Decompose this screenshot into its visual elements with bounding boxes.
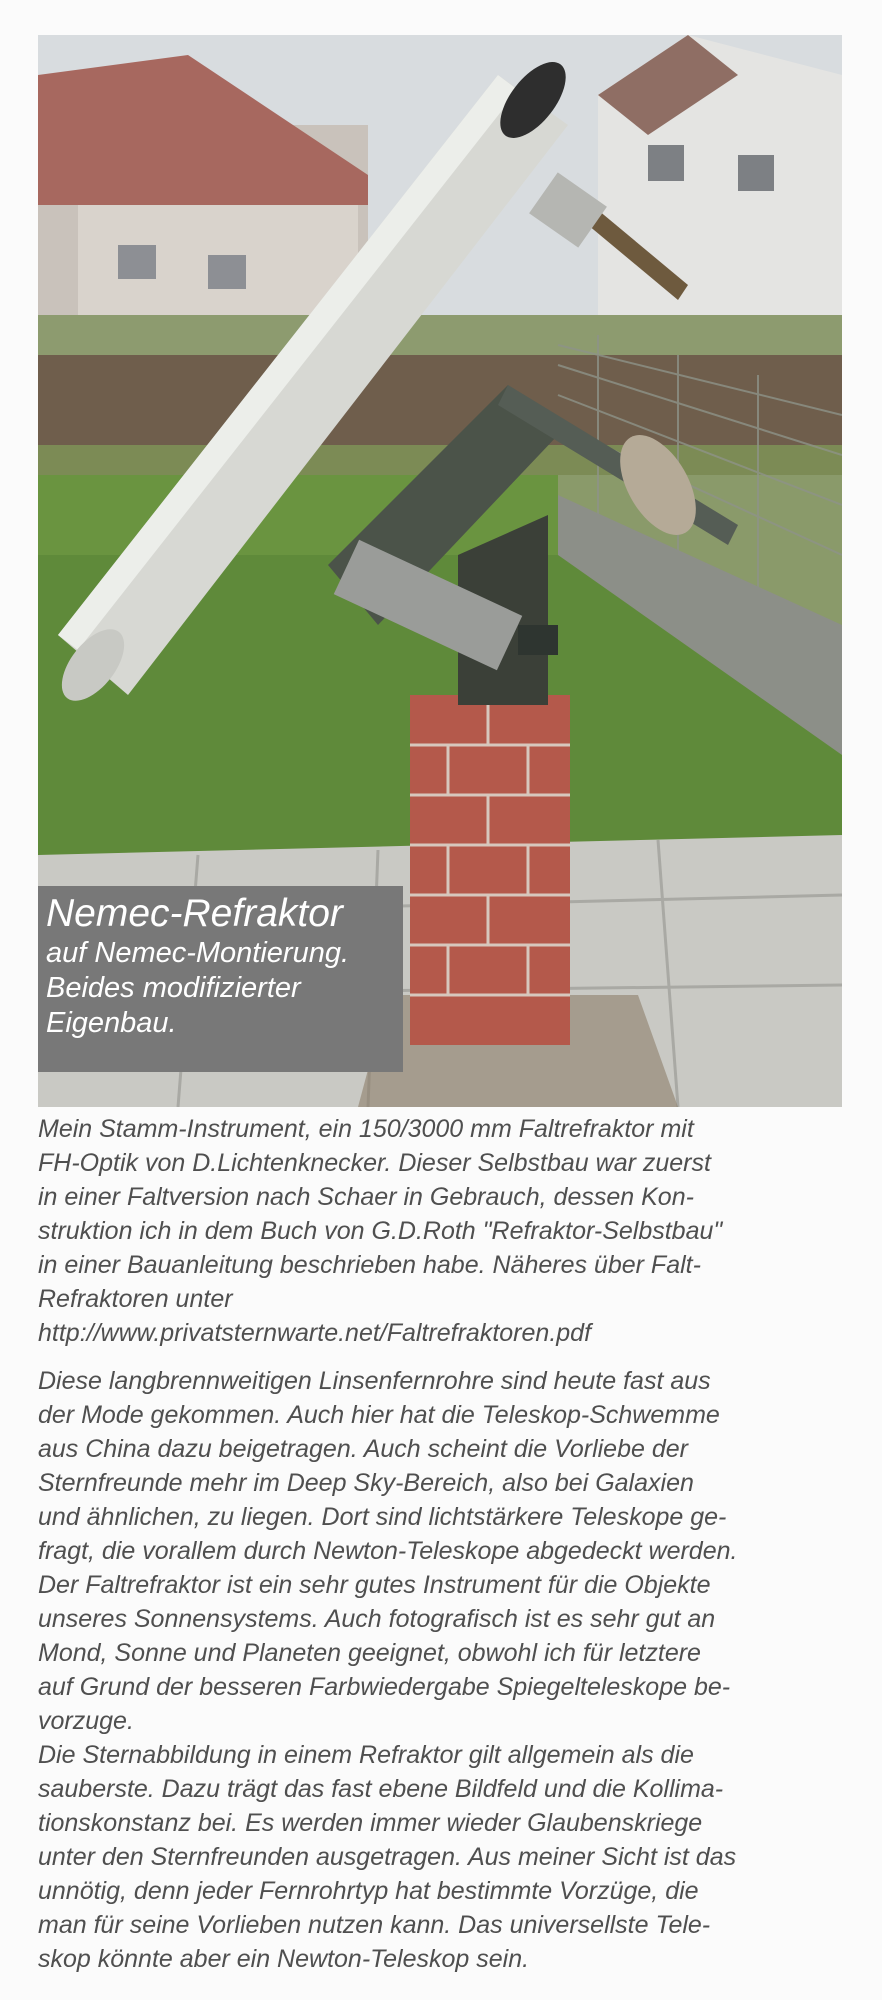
text-line: skop könnte aber ein Newton-Teleskop sein. <box>38 1945 530 1973</box>
text-line: Mein Stamm-Instrument, ein 150/3000 mm Faltrefraktor mit <box>38 1115 694 1143</box>
caption-title: Nemec-Refraktor <box>46 892 343 935</box>
body-paragraph <box>38 1364 858 1976</box>
text-line: Sternfreunde mehr im Deep Sky-Bereich, also bei Galaxien <box>38 1469 694 1497</box>
text-line: unnötig, denn jeder Fernrohrtyp hat bestimmte Vorzüge, die <box>38 1877 699 1905</box>
text-line: in einer Bauanleitung beschrieben habe. Näheres über Falt- <box>38 1251 701 1279</box>
text-line: Der Faltrefraktor ist ein sehr gutes Instrument für die Objekte <box>38 1571 711 1599</box>
caption-line: Eigenbau. <box>46 1007 177 1039</box>
text-line: sauberste. Dazu trägt das fast ebene Bildfeld und die Kollima- <box>38 1775 724 1803</box>
caption-line: auf Nemec-Montierung. <box>46 937 350 969</box>
text-line: fragt, die vorallem durch Newton-Teleskope abgedeckt werden. <box>38 1537 738 1565</box>
text-line: Die Sternabbildung in einem Refraktor gilt allgemein als die <box>38 1741 694 1769</box>
text-line: struktion ich in dem Buch von G.D.Roth "Refraktor-Selbstbau" <box>38 1217 723 1245</box>
text-line: tionskonstanz bei. Es werden immer wieder Glaubenskriege <box>38 1809 703 1837</box>
pdf-link[interactable]: http://www.privatsternwarte.net/Faltrefraktoren.pdf <box>38 1319 592 1347</box>
caption-line: Beides modifizierter <box>46 972 301 1004</box>
text-line: Diese langbrennweitigen Linsenfernrohre sind heute fast aus <box>38 1367 711 1395</box>
text-line: vorzuge. <box>38 1707 134 1735</box>
text-line: aus China dazu beigetragen. Auch scheint die Vorliebe der <box>38 1435 688 1463</box>
text-line: der Mode gekommen. Auch hier hat die Teleskop-Schwemme <box>38 1401 720 1429</box>
text-line: unter den Sternfreunden ausgetragen. Aus meiner Sicht ist das <box>38 1843 737 1871</box>
photo-caption <box>38 886 403 1072</box>
intro-paragraph <box>38 1112 858 1350</box>
text-line: Mond, Sonne und Planeten geeignet, obwohl ich für letztere <box>38 1639 701 1667</box>
text-line: auf Grund der besseren Farbwiedergabe Spiegelteleskope be- <box>38 1673 731 1701</box>
text-line: Refraktoren unter <box>38 1285 233 1313</box>
text-line: in einer Faltversion nach Schaer in Gebrauch, dessen Kon- <box>38 1183 694 1211</box>
text-line: FH-Optik von D.Lichtenknecker. Dieser Selbstbau war zuerst <box>38 1149 711 1177</box>
text-line: man für seine Vorlieben nutzen kann. Das universellste Tele- <box>38 1911 711 1939</box>
text-line: unseres Sonnensystems. Auch fotografisch ist es sehr gut an <box>38 1605 716 1633</box>
text-line: und ähnlichen, zu liegen. Dort sind lichtstärkere Teleskope ge- <box>38 1503 727 1531</box>
